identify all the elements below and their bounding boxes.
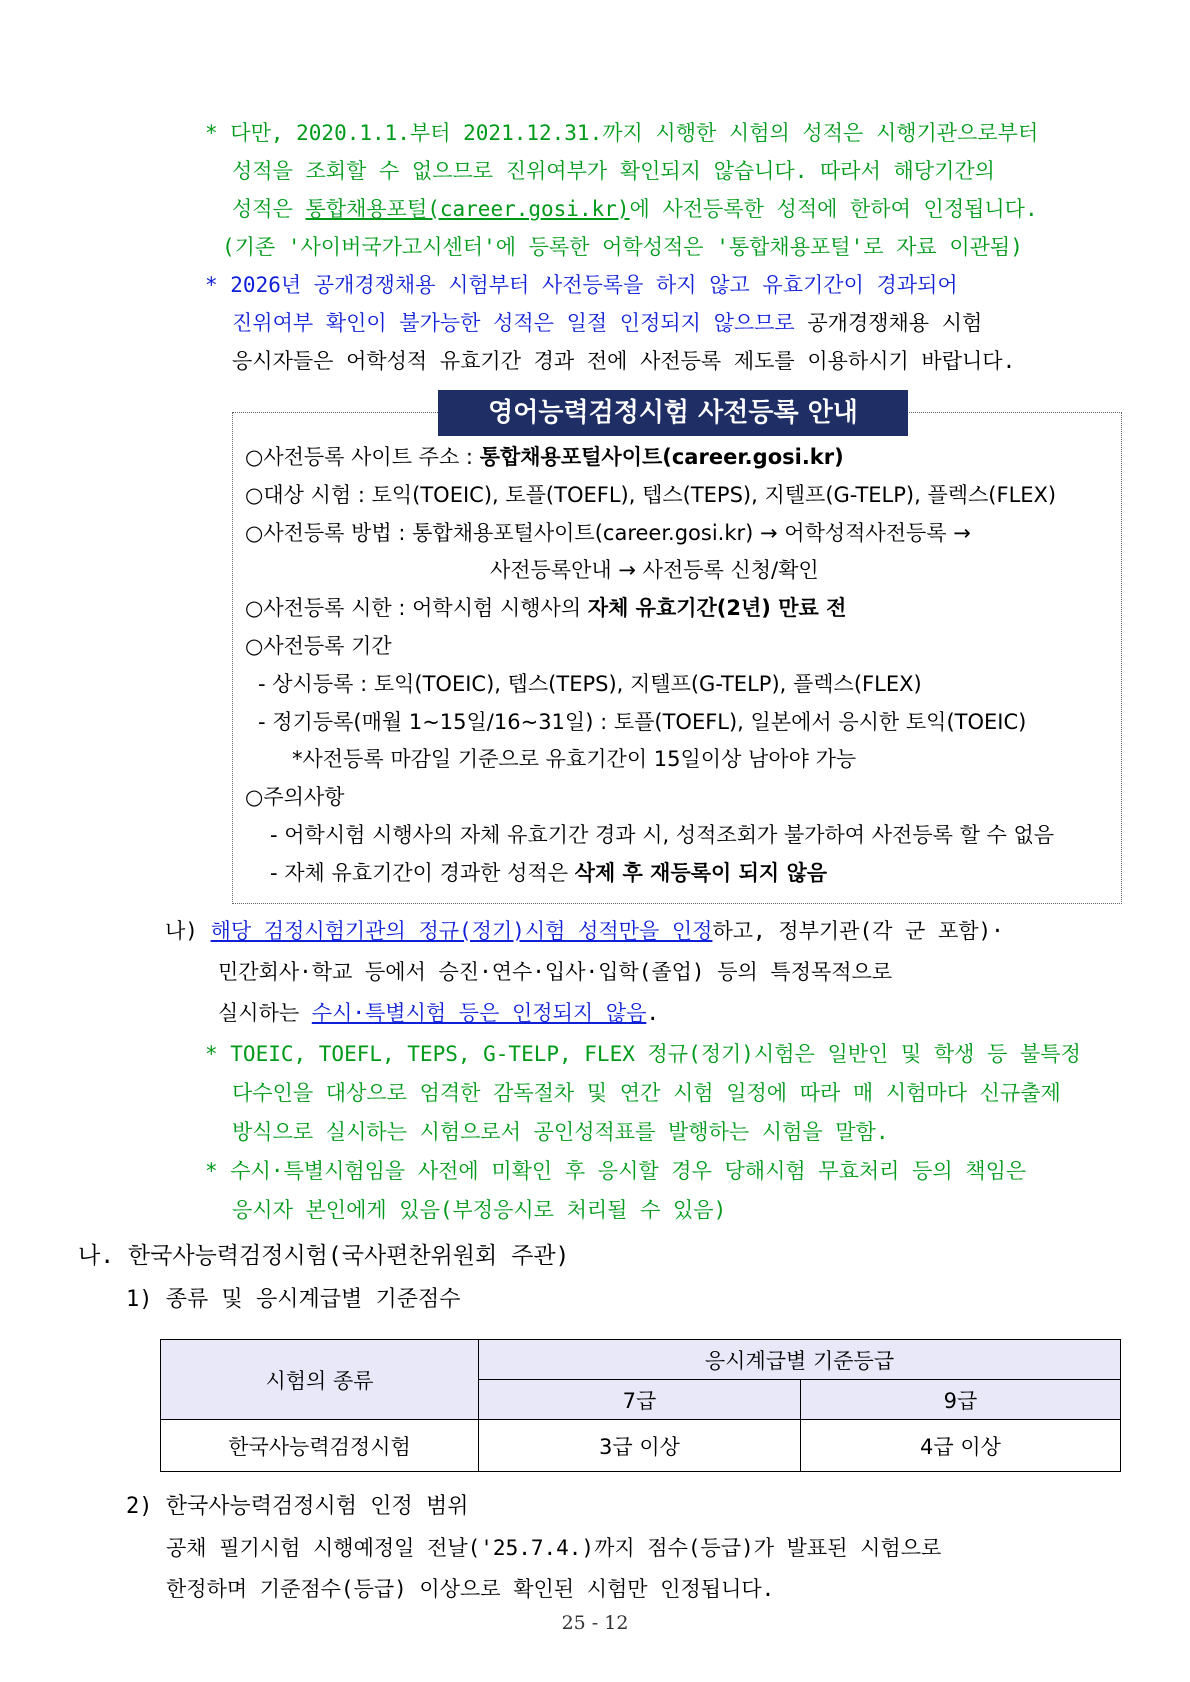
box-period-regular: - 정기등록(매월 1~15일/16~31일) : 토플(TOEFL), 일본에서 응시한 토익(TOEIC)	[258, 710, 1027, 734]
na-note1-line1: * TOEIC, TOEFL, TEPS, G-TELP, FLEX 정규(정기)시험은 일반인 및 학생 등 불특정	[205, 1042, 1081, 1066]
box-target-line: ○대상 시험 : 토익(TOEIC), 토플(TOEFL), 텝스(TEPS), 지텔프(G-TELP), 플렉스(FLEX)	[245, 483, 1057, 507]
table-cell-7: 3급 이상	[479, 1420, 801, 1472]
body-line1: 공채 필기시험 시행예정일 전날('25.7.4.)까지 점수(등급)가 발표된 시험으로	[166, 1536, 942, 1560]
box-caution-heading: ○주의사항	[245, 785, 345, 809]
na-note2-line2: 응시자 본인에게 있음(부정응시로 처리될 수 있음)	[232, 1198, 727, 1222]
table-header-7: 7급	[479, 1380, 801, 1420]
subsection-1-heading: 1) 종류 및 응시계급별 기준점수	[126, 1287, 461, 1312]
box-caution-1: - 어학시험 시행사의 자체 유효기간 경과 시, 성적조회가 불가하여 사전등록 할 수 없음	[270, 823, 1055, 847]
note-2020-line3-post: 에 사전등록한 성적에 한하여 인정됩니다.	[629, 197, 1038, 221]
box-site-line	[245, 442, 844, 472]
box-site-value: 통합채용포털사이트(career.gosi.kr)	[479, 445, 844, 469]
box-deadline-value: 자체 유효기간(2년) 만료 전	[587, 596, 847, 620]
box-period-heading: ○사전등록 기간	[245, 634, 392, 658]
note-2020-line1: * 다만, 2020.1.1.부터 2021.12.31.까지 시행한 시험의 성적은 시행기관으로부터	[205, 121, 1039, 145]
na-para-line1	[165, 916, 1004, 946]
box-caution-2	[270, 858, 827, 888]
note-2020-line3-pre: 성적은	[232, 197, 306, 221]
na-para-line3	[218, 998, 659, 1028]
box-method-line2: 사전등록안내 → 사전등록 신청/확인	[490, 558, 819, 582]
box-method-line1: ○사전등록 방법 : 통합채용포털사이트(career.gosi.kr) → 어학성적사전등록 →	[245, 521, 971, 545]
section-heading: 나. 한국사능력검정시험(국사편찬위원회 주관)	[78, 1243, 570, 1269]
grade-table	[160, 1339, 1121, 1472]
box-caution-2-pre: - 자체 유효기간이 경과한 성적은	[270, 861, 575, 885]
portal-link[interactable]: 통합채용포털(career.gosi.kr)	[305, 197, 630, 221]
na-note2-line1: * 수시·특별시험임을 사전에 미확인 후 응시할 경우 당해시험 무효처리 등의 책임은	[205, 1159, 1027, 1183]
note-2026-line1: * 2026년 공개경쟁채용 시험부터 사전등록을 하지 않고 유효기간이 경과되어	[205, 273, 958, 297]
box-caution-2-bold: 삭제 후 재등록이 되지 않음	[574, 861, 828, 885]
na-line3-pre: 실시하는	[218, 1001, 312, 1025]
table-cell-9: 4급 이상	[801, 1420, 1121, 1472]
body-line2: 한정하며 기준점수(등급) 이상으로 확인된 시험만 인정됩니다.	[166, 1577, 775, 1601]
note-2026-line2	[232, 308, 982, 338]
table-cell-name: 한국사능력검정시험	[161, 1420, 479, 1472]
note-2026-line2-blue: 진위여부 확인이 불가능한 성적은 일절 인정되지 않으므로	[232, 311, 795, 335]
page-number: 25 - 12	[561, 1612, 629, 1634]
subsection-2-heading: 2) 한국사능력검정시험 인정 범위	[126, 1494, 469, 1519]
na-line3-blue: 수시·특별시험 등은 인정되지 않음	[311, 1001, 647, 1025]
na-blue-underlined: 해당 검정시험기관의 정규(정기)시험 성적만을 인정	[210, 919, 713, 943]
box-period-regular-note: *사전등록 마감일 기준으로 유효기간이 15일이상 남아야 가능	[292, 747, 857, 771]
box-title: 영어능력검정시험 사전등록 안내	[438, 390, 908, 436]
note-2020-line4: (기존 '사이버국가고시센터'에 등록한 어학성적은 '통합채용포털'로 자료 이관됨)	[222, 235, 1023, 259]
box-deadline-label: ○사전등록 시한 : 어학시험 시행사의	[245, 596, 588, 620]
na-marker: 나)	[165, 919, 211, 943]
note-2026-line3: 응시자들은 어학성적 유효기간 경과 전에 사전등록 제도를 이용하시기 바랍니다.	[232, 349, 1016, 373]
table-header-9: 9급	[801, 1380, 1121, 1420]
na-line3-post: .	[646, 1001, 660, 1025]
box-site-label: ○사전등록 사이트 주소 :	[245, 445, 480, 469]
na-para-line2: 민간회사·학교 등에서 승진·연수·입사·입학(졸업) 등의 특정목적으로	[218, 960, 893, 984]
note-2026-line2-black: 공개경쟁채용 시험	[794, 311, 983, 335]
table-header-type: 시험의 종류	[161, 1340, 479, 1420]
table-row	[161, 1420, 1121, 1472]
box-period-always: - 상시등록 : 토익(TOEIC), 텝스(TEPS), 지텔프(G-TELP), 플렉스(FLEX)	[258, 672, 922, 696]
box-deadline-line	[245, 593, 846, 623]
note-2020-line3	[232, 194, 1038, 224]
na-note1-line2: 다수인을 대상으로 엄격한 감독절차 및 연간 시험 일정에 따라 매 시험마다 신규출제	[232, 1081, 1061, 1105]
na-note1-line3: 방식으로 실시하는 시험으로서 공인성적표를 발행하는 시험을 말함.	[232, 1120, 889, 1144]
table-header-group: 응시계급별 기준등급	[479, 1340, 1121, 1380]
na-line1-rest: 하고, 정부기관(각 군 포함)·	[712, 919, 1004, 943]
note-2020-line2: 성적을 조회할 수 없으므로 진위여부가 확인되지 않습니다. 따라서 해당기간의	[232, 159, 995, 183]
